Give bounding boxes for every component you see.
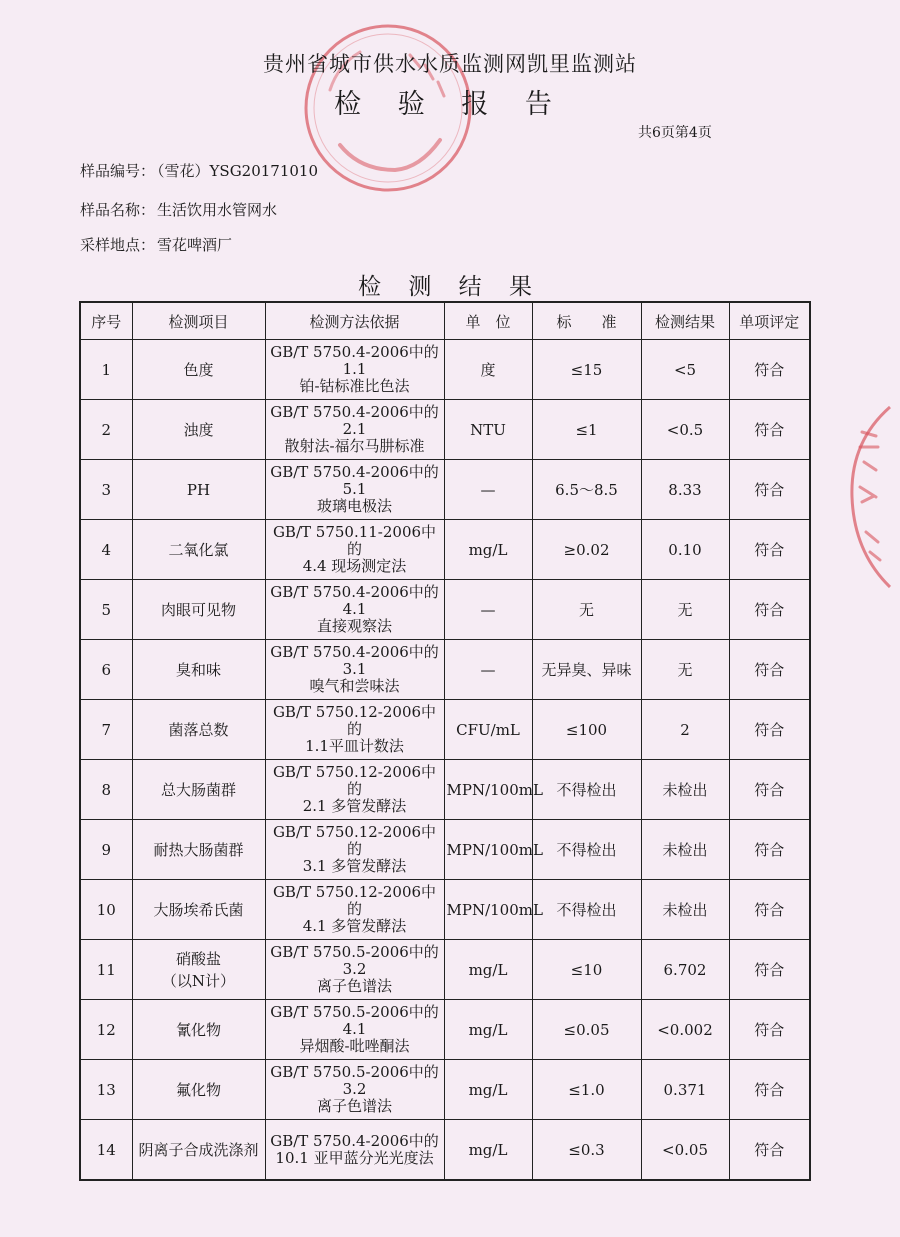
row-item-line: 色度 bbox=[183, 360, 214, 379]
row-standard: 不得检出 bbox=[532, 880, 641, 940]
report-title: 检 验 报 告 bbox=[334, 89, 566, 120]
table-row bbox=[80, 460, 810, 520]
page-info: 共6页第4页 bbox=[638, 125, 712, 141]
row-number: 7 bbox=[80, 700, 132, 760]
row-unit: — bbox=[444, 460, 532, 520]
row-item bbox=[132, 580, 265, 640]
row-judgment: 符合 bbox=[729, 700, 810, 760]
header-unit: 单 位 bbox=[444, 302, 532, 340]
row-method-line: 铂-钴标准比色法 bbox=[299, 377, 410, 395]
row-item-line: （以N计） bbox=[161, 971, 236, 990]
row-result: 无 bbox=[641, 640, 729, 700]
row-standard: 不得检出 bbox=[532, 760, 641, 820]
row-judgment: 符合 bbox=[729, 400, 810, 460]
row-item-line: 总大肠菌群 bbox=[160, 780, 236, 799]
table-row bbox=[80, 400, 810, 460]
row-item bbox=[132, 1120, 265, 1181]
row-standard: 无 bbox=[532, 580, 641, 640]
row-method bbox=[265, 460, 444, 520]
row-method-line: GB/T 5750.12-2006中的 bbox=[272, 883, 437, 918]
row-standard: 不得检出 bbox=[532, 820, 641, 880]
row-method-line: GB/T 5750.5-2006中的3.2 bbox=[270, 1063, 439, 1098]
row-method-line: 玻璃电极法 bbox=[316, 497, 392, 515]
row-method-line: GB/T 5750.12-2006中的 bbox=[272, 703, 437, 738]
row-result: 未检出 bbox=[641, 880, 729, 940]
row-unit: MPN/100mL bbox=[444, 880, 532, 940]
header-method: 检测方法依据 bbox=[265, 302, 444, 340]
row-method bbox=[265, 400, 444, 460]
sampling-location-label: 采样地点： bbox=[80, 236, 156, 254]
table-row bbox=[80, 1120, 810, 1181]
row-number: 6 bbox=[80, 640, 132, 700]
row-method bbox=[265, 820, 444, 880]
row-unit: — bbox=[444, 640, 532, 700]
row-item-line: 氰化物 bbox=[175, 1020, 221, 1039]
row-method-line: GB/T 5750.12-2006中的 bbox=[272, 763, 437, 798]
row-method-line: 4.4 现场测定法 bbox=[302, 557, 407, 575]
row-method-line: 散射法-福尔马肼标准 bbox=[284, 437, 425, 455]
row-unit: NTU bbox=[444, 400, 532, 460]
row-standard: ≤15 bbox=[532, 340, 641, 400]
row-method-line: 离子色谱法 bbox=[316, 977, 392, 995]
row-standard: 6.5～8.5 bbox=[532, 460, 641, 520]
row-method bbox=[265, 1060, 444, 1120]
row-standard: ≤1.0 bbox=[532, 1060, 641, 1120]
results-table bbox=[79, 301, 811, 1181]
row-judgment: 符合 bbox=[729, 880, 810, 940]
table-row bbox=[80, 760, 810, 820]
sample-id-label: 样品编号： bbox=[80, 162, 156, 180]
row-number: 4 bbox=[80, 520, 132, 580]
row-unit: mg/L bbox=[444, 1060, 532, 1120]
table-row bbox=[80, 940, 810, 1000]
row-method-line: 10.1 亚甲蓝分光光度法 bbox=[275, 1148, 434, 1167]
row-result: 8.33 bbox=[641, 460, 729, 520]
row-method-line: GB/T 5750.5-2006中的3.2 bbox=[270, 943, 439, 978]
row-method bbox=[265, 940, 444, 1000]
row-number: 10 bbox=[80, 880, 132, 940]
row-method-line: 嗅气和尝味法 bbox=[309, 677, 400, 695]
row-judgment: 符合 bbox=[729, 520, 810, 580]
sample-id-value: （雪花）YSG20171010 bbox=[157, 162, 319, 180]
row-item bbox=[132, 880, 265, 940]
row-item bbox=[132, 760, 265, 820]
row-judgment: 符合 bbox=[729, 1000, 810, 1060]
row-result: 0.10 bbox=[641, 520, 729, 580]
row-item-line: 二氧化氯 bbox=[168, 540, 229, 559]
row-number: 14 bbox=[80, 1120, 132, 1181]
row-unit: mg/L bbox=[444, 1120, 532, 1181]
sample-id-row bbox=[80, 160, 318, 181]
row-method-line: GB/T 5750.4-2006中的1.1 bbox=[270, 343, 439, 378]
row-item-line: 大肠埃希氏菌 bbox=[153, 900, 244, 919]
row-number: 2 bbox=[80, 400, 132, 460]
row-item bbox=[132, 340, 265, 400]
table-row bbox=[80, 820, 810, 880]
row-result: 6.702 bbox=[641, 940, 729, 1000]
row-judgment: 符合 bbox=[729, 460, 810, 520]
table-row bbox=[80, 880, 810, 940]
row-standard: ≤0.05 bbox=[532, 1000, 641, 1060]
row-result: 未检出 bbox=[641, 760, 729, 820]
table-row bbox=[80, 520, 810, 580]
row-method-line: 直接观察法 bbox=[316, 617, 392, 635]
sampling-location-row bbox=[80, 234, 232, 255]
table-header-row bbox=[80, 302, 810, 340]
row-method bbox=[265, 1000, 444, 1060]
row-judgment: 符合 bbox=[729, 580, 810, 640]
row-unit: mg/L bbox=[444, 940, 532, 1000]
row-number: 5 bbox=[80, 580, 132, 640]
edge-seal-stamp bbox=[840, 402, 900, 592]
table-row bbox=[80, 1060, 810, 1120]
row-item bbox=[132, 400, 265, 460]
row-result: <0.002 bbox=[641, 1000, 729, 1060]
row-standard: 无异臭、异味 bbox=[532, 640, 641, 700]
row-standard: ≥0.02 bbox=[532, 520, 641, 580]
row-unit: 度 bbox=[444, 340, 532, 400]
header-no: 序号 bbox=[80, 302, 132, 340]
row-standard: ≤100 bbox=[532, 700, 641, 760]
row-standard: ≤10 bbox=[532, 940, 641, 1000]
row-method-line: 3.1 多管发酵法 bbox=[302, 857, 407, 875]
header-standard: 标 准 bbox=[532, 302, 641, 340]
row-number: 3 bbox=[80, 460, 132, 520]
row-result: 2 bbox=[641, 700, 729, 760]
sampling-location-value: 雪花啤酒厂 bbox=[157, 236, 233, 254]
row-item-line: 耐热大肠菌群 bbox=[153, 840, 244, 859]
table-row bbox=[80, 1000, 810, 1060]
row-item-line: 菌落总数 bbox=[168, 720, 229, 739]
row-item-line: 浊度 bbox=[183, 420, 214, 439]
results-table-body bbox=[80, 340, 810, 1181]
row-method-line: 1.1平皿计数法 bbox=[305, 737, 404, 755]
row-item bbox=[132, 1000, 265, 1060]
row-number: 13 bbox=[80, 1060, 132, 1120]
row-method-line: 异烟酸-吡唑酮法 bbox=[299, 1037, 410, 1055]
table-row bbox=[80, 340, 810, 400]
row-item bbox=[132, 1060, 265, 1120]
row-judgment: 符合 bbox=[729, 760, 810, 820]
row-method-line: 离子色谱法 bbox=[316, 1097, 392, 1115]
sample-name-value: 生活饮用水管网水 bbox=[157, 201, 278, 219]
row-judgment: 符合 bbox=[729, 340, 810, 400]
row-method-line: GB/T 5750.4-2006中的5.1 bbox=[270, 463, 439, 498]
row-item bbox=[132, 460, 265, 520]
row-method-line: GB/T 5750.11-2006中的 bbox=[272, 523, 437, 558]
row-unit: MPN/100mL bbox=[444, 760, 532, 820]
row-result: 无 bbox=[641, 580, 729, 640]
row-method bbox=[265, 580, 444, 640]
row-unit: mg/L bbox=[444, 520, 532, 580]
row-method-line: GB/T 5750.4-2006中的 bbox=[270, 1131, 439, 1150]
row-method bbox=[265, 520, 444, 580]
row-standard: ≤0.3 bbox=[532, 1120, 641, 1181]
sample-name-label: 样品名称： bbox=[80, 201, 156, 219]
row-result: <0.5 bbox=[641, 400, 729, 460]
row-result: 0.371 bbox=[641, 1060, 729, 1120]
row-judgment: 符合 bbox=[729, 1060, 810, 1120]
section-title: 检 测 结 果 bbox=[358, 274, 542, 300]
row-item-line: 硝酸盐 bbox=[175, 949, 221, 968]
row-method-line: GB/T 5750.4-2006中的3.1 bbox=[270, 643, 439, 678]
row-result: 未检出 bbox=[641, 820, 729, 880]
row-judgment: 符合 bbox=[729, 820, 810, 880]
row-item bbox=[132, 640, 265, 700]
row-number: 11 bbox=[80, 940, 132, 1000]
row-item-line: 阴离子合成洗涤剂 bbox=[138, 1140, 259, 1159]
row-method bbox=[265, 760, 444, 820]
row-method-line: GB/T 5750.4-2006中的4.1 bbox=[270, 583, 439, 618]
row-method bbox=[265, 640, 444, 700]
row-item-line: 肉眼可见物 bbox=[160, 600, 236, 619]
table-row bbox=[80, 640, 810, 700]
row-result: <5 bbox=[641, 340, 729, 400]
sample-name-row bbox=[80, 199, 277, 220]
row-item bbox=[132, 700, 265, 760]
row-number: 1 bbox=[80, 340, 132, 400]
table-row bbox=[80, 580, 810, 640]
row-method bbox=[265, 880, 444, 940]
row-judgment: 符合 bbox=[729, 640, 810, 700]
row-method bbox=[265, 700, 444, 760]
row-item-line: 氟化物 bbox=[175, 1080, 221, 1099]
row-number: 12 bbox=[80, 1000, 132, 1060]
row-item bbox=[132, 820, 265, 880]
row-unit: mg/L bbox=[444, 1000, 532, 1060]
row-item bbox=[132, 520, 265, 580]
row-unit: CFU/mL bbox=[444, 700, 532, 760]
row-method bbox=[265, 1120, 444, 1181]
row-number: 8 bbox=[80, 760, 132, 820]
row-method-line: GB/T 5750.5-2006中的4.1 bbox=[270, 1003, 439, 1038]
row-standard: ≤1 bbox=[532, 400, 641, 460]
row-result: <0.05 bbox=[641, 1120, 729, 1181]
row-method-line: GB/T 5750.12-2006中的 bbox=[272, 823, 437, 858]
table-row bbox=[80, 700, 810, 760]
row-method-line: 4.1 多管发酵法 bbox=[302, 917, 407, 935]
row-method-line: 2.1 多管发酵法 bbox=[302, 797, 407, 815]
row-judgment: 符合 bbox=[729, 940, 810, 1000]
row-method bbox=[265, 340, 444, 400]
header-item: 检测项目 bbox=[132, 302, 265, 340]
header-result: 检测结果 bbox=[641, 302, 729, 340]
row-method-line: GB/T 5750.4-2006中的2.1 bbox=[270, 403, 439, 438]
row-judgment: 符合 bbox=[729, 1120, 810, 1181]
row-unit: — bbox=[444, 580, 532, 640]
row-item-line: 臭和味 bbox=[175, 660, 221, 679]
row-unit: MPN/100mL bbox=[444, 820, 532, 880]
organization-name: 贵州省城市供水水质监测网凯里监测站 bbox=[263, 52, 637, 76]
row-item-line: PH bbox=[186, 480, 211, 499]
row-number: 9 bbox=[80, 820, 132, 880]
row-item bbox=[132, 940, 265, 1000]
header-judgment: 单项评定 bbox=[729, 302, 810, 340]
